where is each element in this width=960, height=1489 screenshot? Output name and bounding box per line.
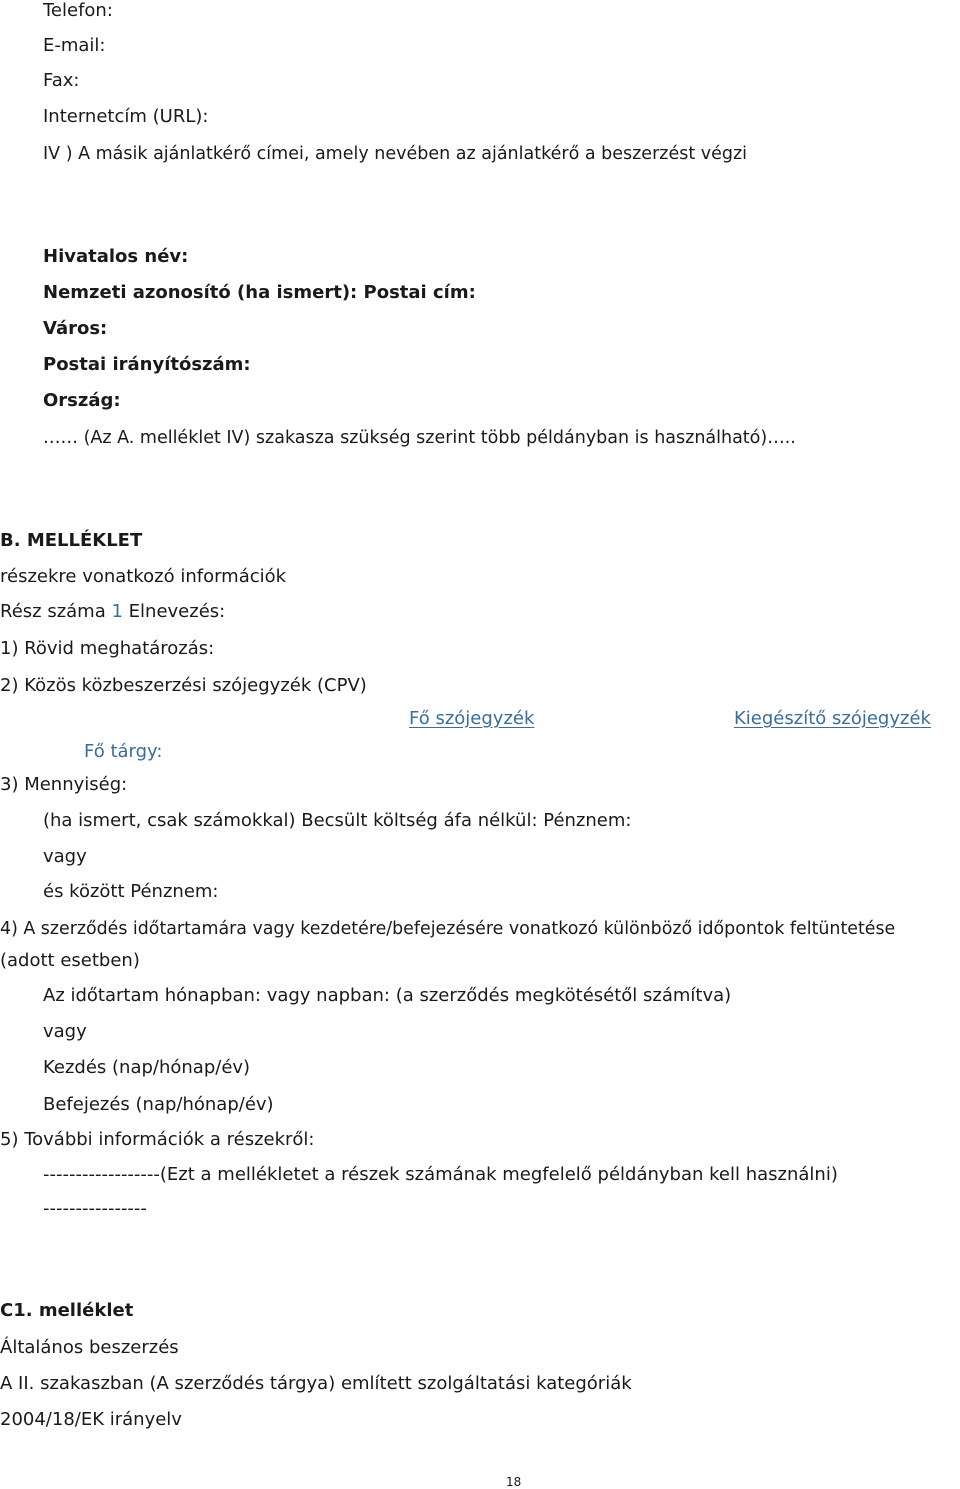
postai-iranyitoszam-label: Postai irányítószám:: [43, 354, 251, 375]
fo-szojegyzek-link[interactable]: Fő szójegyzék: [409, 708, 535, 729]
resz-szama-row: [0, 601, 225, 623]
item-4-line2: (adott esetben): [0, 950, 140, 971]
hivatalos-nev-label: Hivatalos név:: [43, 246, 189, 267]
fo-targy-label: Fő tárgy:: [84, 741, 163, 762]
section-iv-heading: IV ) A másik ajánlatkérő címei, amely nevében az ajánlatkérő a beszerzést végzi: [43, 144, 748, 164]
annex-c1-line3: 2004/18/EK irányelv: [0, 1409, 182, 1430]
dashes-note: ------------------(Ezt a mellékletet a részek számának megfelelő példányban kell használni): [43, 1164, 838, 1185]
url-label: Internetcím (URL):: [43, 106, 209, 127]
kezdes-label: Kezdés (nap/hónap/év): [43, 1057, 251, 1078]
annex-b-subtitle: részekre vonatkozó információk: [0, 566, 287, 587]
item-2: 2) Közös közbeszerzési szójegyzék (CPV): [0, 675, 367, 696]
fax-label: Fax:: [43, 70, 80, 91]
item-5: 5) További információk a részekről:: [0, 1129, 315, 1150]
annex-c1-line2: A II. szakaszban (A szerződés tárgya) említett szolgáltatási kategóriák: [0, 1373, 632, 1394]
annex-c1-title: C1. melléklet: [0, 1300, 134, 1321]
orszag-label: Ország:: [43, 390, 121, 411]
es-kozott-line: és között Pénznem:: [43, 881, 219, 902]
ha-ismert-line: (ha ismert, csak számokkal) Becsült költség áfa nélkül: Pénznem:: [43, 810, 632, 831]
telefon-label: Telefon:: [43, 0, 113, 21]
vagy-text-1: vagy: [43, 846, 87, 867]
befejezes-label: Befejezés (nap/hónap/év): [43, 1094, 274, 1115]
resz-szama-label: Rész száma: [0, 601, 106, 622]
item-1: 1) Rövid meghatározás:: [0, 638, 215, 659]
kiegeszito-szojegyzek-link[interactable]: Kiegészítő szójegyzék: [734, 708, 931, 729]
idotartam-line: Az időtartam hónapban: vagy napban: (a szerződés megkötésétől számítva): [43, 985, 732, 1006]
elnevezes-label: Elnevezés:: [128, 601, 226, 622]
annex-c1-line1: Általános beszerzés: [0, 1337, 179, 1358]
annex-b-title: B. MELLÉKLET: [0, 530, 143, 551]
section-iv-note: …… (Az A. melléklet IV) szakasza szükség szerint több példányban is használható)…..: [43, 428, 796, 448]
page-number: 18: [506, 1475, 522, 1489]
item-3: 3) Mennyiség:: [0, 774, 128, 795]
dashes-end: ----------------: [43, 1198, 147, 1219]
email-label: E-mail:: [43, 35, 106, 56]
nemzeti-azonosito-label: Nemzeti azonosító (ha ismert): Postai cím:: [43, 282, 476, 303]
varos-label: Város:: [43, 318, 108, 339]
item-4-line1: 4) A szerződés időtartamára vagy kezdetére/befejezésére vonatkozó különböző időpontok feltüntetése: [0, 919, 896, 939]
resz-szama-value: 1: [111, 601, 123, 622]
vagy-text-2: vagy: [43, 1021, 87, 1042]
